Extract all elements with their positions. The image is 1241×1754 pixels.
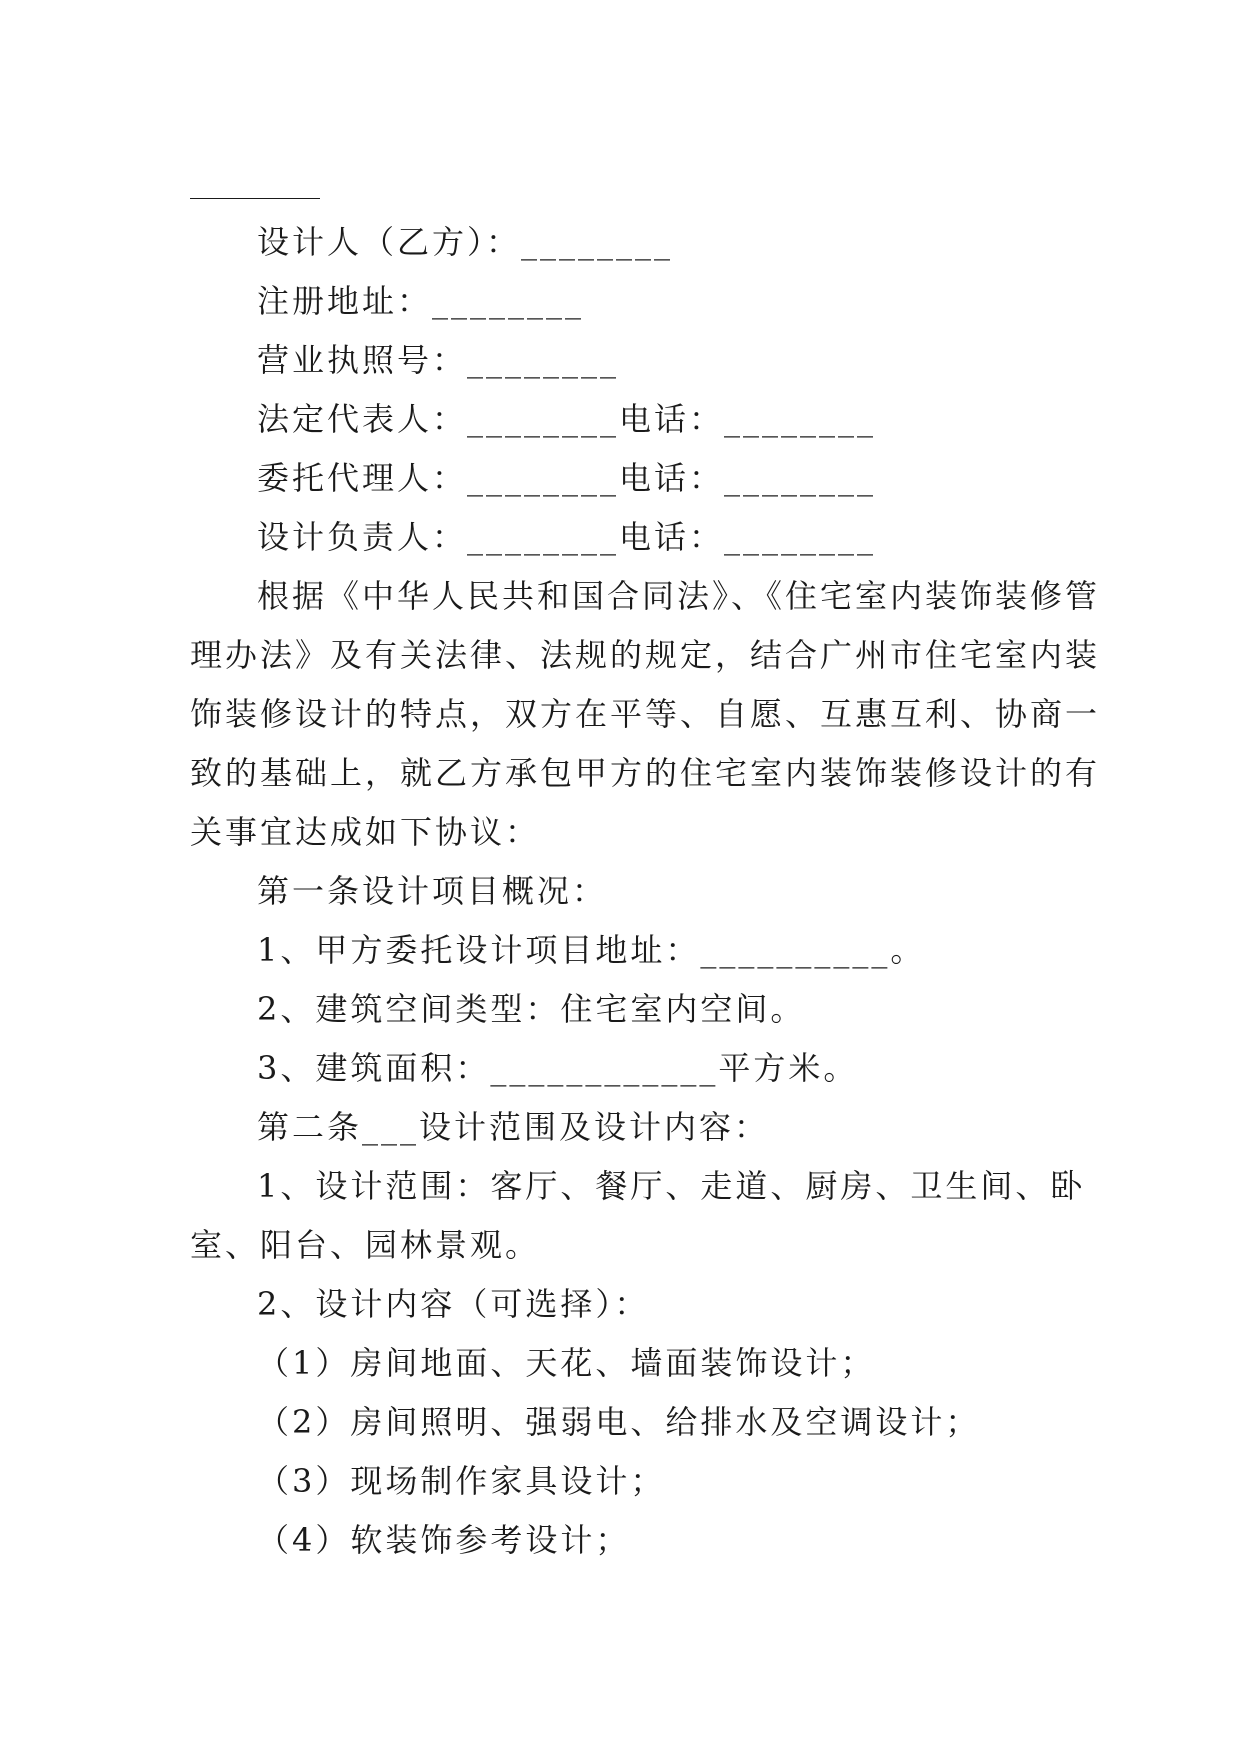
legal-representative-line: 法定代表人：________电话：________ — [257, 400, 877, 438]
designer-line: 设计人（乙方）：________ — [257, 223, 674, 261]
article-1-item-3: 3、建筑面积：____________平方米。 — [257, 1049, 859, 1087]
preamble-line-1: 根据《中华人民共和国合同法》、《住宅室内装饰装修管 — [257, 577, 1101, 615]
article-1-item-2: 2、建筑空间类型：住宅室内空间。 — [257, 990, 806, 1028]
preamble-line-5: 关事宜达成如下协议： — [190, 813, 541, 851]
content-item-3: （3）现场制作家具设计； — [257, 1462, 666, 1500]
design-lead-line: 设计负责人：________电话：________ — [257, 518, 877, 556]
article-2-heading: 第二条___设计范围及设计内容： — [257, 1108, 770, 1146]
article-2-scope-line-1: 1、设计范围：客厅、餐厅、走道、厨房、卫生间、卧 — [257, 1167, 1086, 1205]
content-item-1: （1）房间地面、天花、墙面装饰设计； — [257, 1344, 876, 1382]
registered-address-line: 注册地址：________ — [257, 282, 585, 320]
preamble-line-4: 致的基础上，就乙方承包甲方的住宅室内装饰装修设计的有 — [190, 754, 1101, 792]
content-item-2: （2）房间照明、强弱电、给排水及空调设计； — [257, 1403, 981, 1441]
article-2-content-heading: 2、设计内容（可选择）： — [257, 1285, 650, 1323]
authorized-agent-line: 委托代理人：________电话：________ — [257, 459, 877, 497]
preamble-line-3: 饰装修设计的特点，双方在平等、自愿、互惠互利、协商一 — [190, 695, 1101, 733]
preamble-line-2: 理办法》及有关法律、法规的规定，结合广州市住宅室内装 — [190, 636, 1101, 674]
content-item-4: （4）软装饰参考设计； — [257, 1521, 631, 1559]
article-1-item-1: 1、甲方委托设计项目地址：__________。 — [257, 931, 926, 969]
business-license-line: 营业执照号：________ — [257, 341, 620, 379]
article-2-scope-line-2: 室、阳台、园林景观。 — [190, 1226, 541, 1264]
top-blank-rule — [190, 198, 320, 199]
article-1-heading: 第一条设计项目概况： — [257, 872, 608, 910]
